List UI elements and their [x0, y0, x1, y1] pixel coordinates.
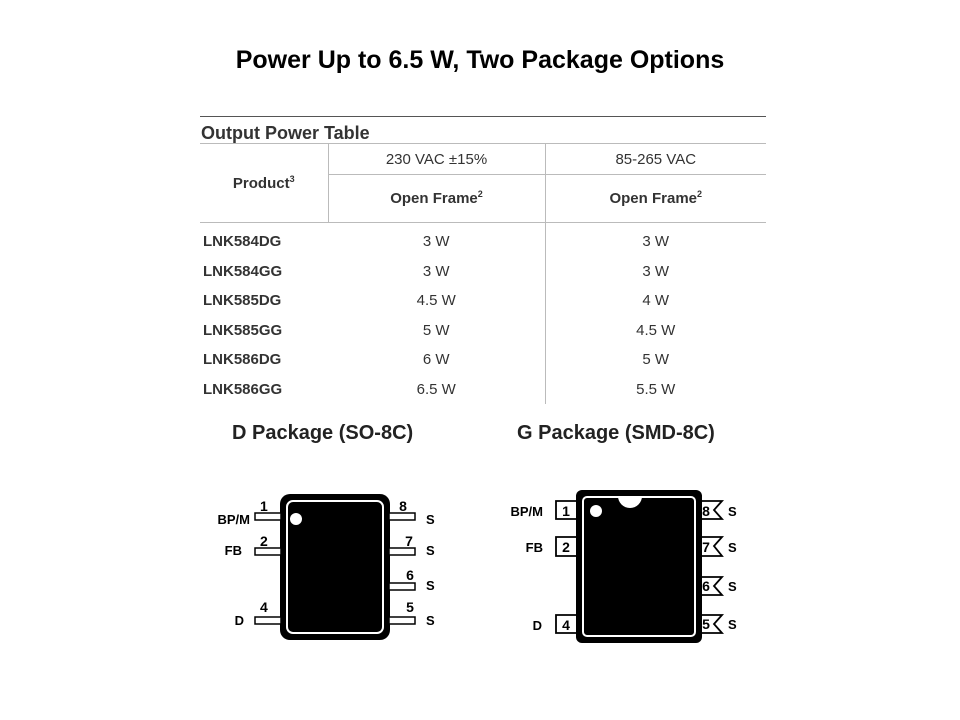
d-package-title: D Package (SO-8C) — [232, 422, 414, 444]
d-package-diagram — [200, 486, 450, 646]
g-pin-label: S — [728, 540, 737, 555]
table-row — [200, 345, 766, 375]
g-package-diagram — [500, 486, 750, 646]
product-cell: LNK586DG — [203, 351, 282, 369]
power-table — [200, 143, 766, 404]
g-pin-number: 6 — [702, 578, 710, 594]
power-85-265-cell: 4 W — [642, 292, 670, 310]
g-pin-number: 2 — [562, 539, 570, 555]
g-package-title: G Package (SMD-8C) — [517, 422, 715, 444]
d-pin-lead — [389, 583, 415, 590]
d-pin-lead — [389, 513, 415, 520]
slide-title: Power Up to 6.5 W, Two Package Options — [235, 46, 725, 74]
g-pin-label: D — [532, 618, 542, 633]
power-230-cell: 6 W — [328, 345, 545, 375]
table-row — [200, 375, 766, 405]
pin1-marker-icon — [590, 505, 602, 517]
voltage-header-85-265: 85-265 VAC — [545, 144, 766, 175]
d-pin-label: FB — [224, 543, 242, 558]
d-pin-label: S — [426, 613, 435, 628]
g-pin-label: S — [728, 617, 737, 632]
product-cell: LNK584GG — [203, 262, 283, 280]
voltage-header-230: 230 VAC ±15% — [328, 144, 545, 175]
d-pin-lead — [389, 548, 415, 555]
output-power-table — [200, 116, 766, 404]
product-header: Product$^3$ — [200, 144, 328, 223]
d-pin-number: 1 — [260, 498, 268, 514]
power-85-265-cell: 4.5 W — [636, 321, 676, 339]
product-cell: LNK584DG — [203, 233, 282, 251]
d-pin-label: S — [426, 543, 435, 558]
d-pin-lead — [389, 617, 415, 624]
product-cell: LNK585DG — [203, 292, 282, 310]
product-cell: LNK586GG — [203, 380, 283, 398]
power-230-cell: 3 W — [328, 257, 545, 287]
open-frame-header-85-265: Open Frame$^2$ — [545, 175, 766, 223]
d-pin-label: S — [426, 578, 435, 593]
d-package-title-wrap — [232, 422, 413, 445]
d-pin-number: 6 — [406, 567, 414, 583]
g-package-body-inset — [583, 497, 695, 636]
g-pin-label: S — [728, 504, 737, 519]
g-pin-label: BP/M — [510, 504, 543, 519]
g-pin-number: 7 — [702, 539, 710, 555]
g-pin-label: FB — [525, 540, 543, 555]
d-pin-lead — [255, 548, 281, 555]
power-230-cell: 5 W — [328, 316, 545, 346]
d-pin-label: D — [234, 613, 244, 628]
table-row — [200, 257, 766, 287]
product-cell: LNK585GG — [203, 321, 283, 339]
g-pin-number: 5 — [702, 616, 710, 632]
g-pin-label: S — [728, 579, 737, 594]
d-pin-number: 7 — [405, 533, 413, 549]
table-row — [200, 286, 766, 316]
g-pin-number: 1 — [562, 503, 570, 519]
g-pin-number: 4 — [562, 617, 570, 633]
d-pin-lead — [255, 513, 281, 520]
pin1-marker-icon — [290, 513, 302, 525]
g-package-title-wrap — [517, 422, 715, 445]
power-230-cell: 4.5 W — [328, 286, 545, 316]
power-85-265-cell: 3 W — [642, 233, 670, 251]
power-85-265-cell: 5.5 W — [636, 380, 676, 398]
d-pin-number: 4 — [260, 599, 268, 615]
table-caption: Output Power Table — [201, 123, 370, 143]
power-230-cell: 6.5 W — [328, 375, 545, 405]
power-85-265-cell: 3 W — [642, 262, 670, 280]
power-85-265-cell: 5 W — [642, 351, 670, 369]
table-row — [200, 223, 766, 257]
power-230-cell: 3 W — [328, 223, 545, 257]
g-pin-number: 8 — [702, 503, 710, 519]
d-pin-label: BP/M — [217, 512, 250, 527]
d-pin-lead — [255, 617, 281, 624]
open-frame-header-230: Open Frame$^2$ — [328, 175, 545, 223]
d-pin-number: 8 — [399, 498, 407, 514]
d-pin-number: 2 — [260, 533, 268, 549]
d-pin-number: 5 — [406, 599, 414, 615]
d-pin-label: S — [426, 512, 435, 527]
table-row — [200, 316, 766, 346]
